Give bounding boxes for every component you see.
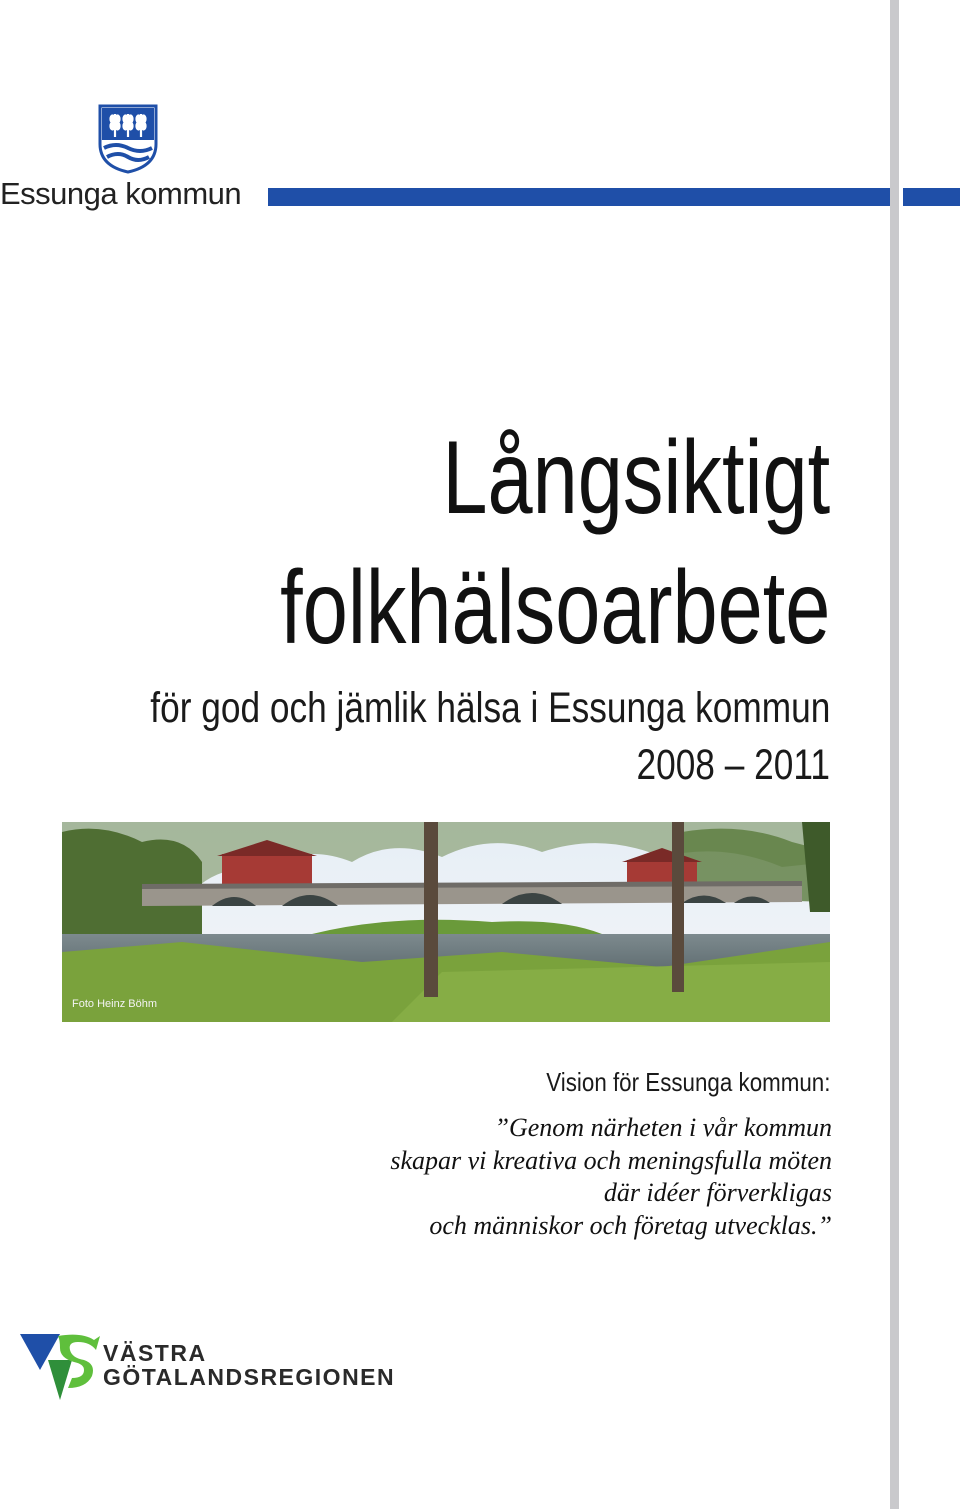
vgr-logo-line-2: GÖTALANDSREGIONEN <box>103 1364 396 1390</box>
title-line-2: folkhälsoarbete <box>279 550 830 666</box>
vision-label: Vision för Essunga kommun: <box>545 1067 830 1097</box>
subtitle: för god och jämlik hälsa i Essunga kommun <box>149 684 830 732</box>
vision-line: skapar vi kreativa och meningsfulla möten <box>390 1145 832 1175</box>
municipal-crest-icon <box>98 104 158 174</box>
year-range: 2008 – 2011 <box>636 741 830 789</box>
header-blue-rule-right <box>903 188 960 206</box>
vgr-logo-line-1: VÄSTRA <box>103 1340 207 1366</box>
vision-line: ”Genom närheten i vår kommun <box>494 1113 832 1142</box>
vision-statement <box>232 1112 832 1242</box>
org-name: Essunga kommun <box>0 176 242 211</box>
vastra-gotalandsregionen-logo-icon <box>20 1330 102 1402</box>
bridge-photo <box>62 822 830 1022</box>
photo-credit: Foto Heinz Böhm <box>72 998 157 1010</box>
header-blue-rule <box>268 188 890 206</box>
vision-line: och människor och företag utvecklas.” <box>429 1210 832 1240</box>
vision-line: där idéer förverkligas <box>603 1178 832 1207</box>
right-edge-bar <box>890 0 899 1509</box>
title-line-1: Långsiktigt <box>442 420 830 536</box>
